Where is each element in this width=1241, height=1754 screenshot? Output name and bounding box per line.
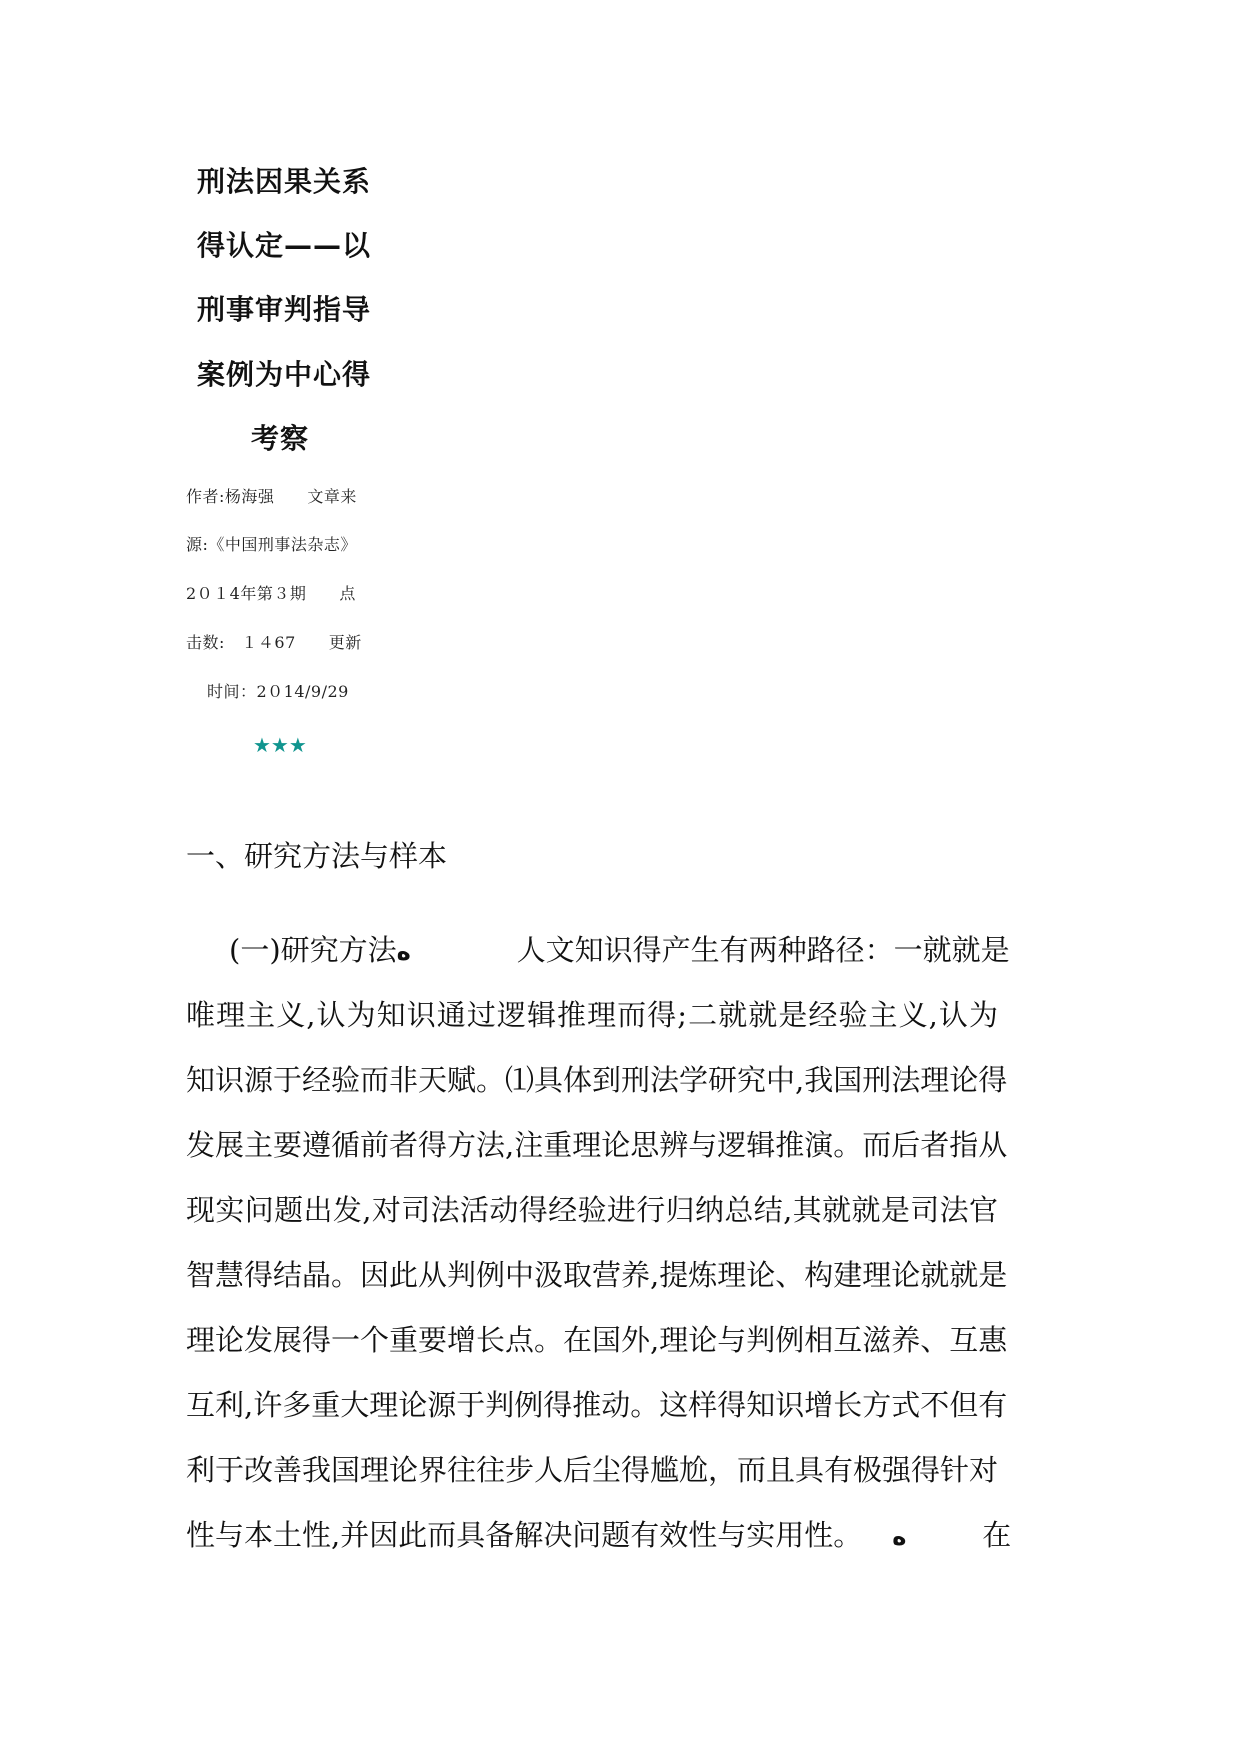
title-line-1: 刑法因果关系 bbox=[197, 165, 372, 198]
body-line-10 bbox=[186, 1517, 1012, 1555]
body-line-2: 唯理主义,认为知识通过逻辑推理而得;二就就是经验主义,认为 bbox=[186, 998, 998, 1032]
title-line-3: 刑事审判指导 bbox=[197, 293, 372, 326]
meta-author: 作者:杨海强 文章来 bbox=[186, 487, 357, 506]
meta-clicks: 击数: １４67 更新 bbox=[186, 633, 362, 652]
inline-symbol-icon: ه bbox=[396, 938, 411, 966]
body-line-1-text: 人文知识得产生有两种路径：一就就是 bbox=[516, 933, 1010, 967]
title-line-4: 案例为中心得 bbox=[197, 358, 372, 391]
subsection-label: (一)研究方法 bbox=[229, 933, 397, 967]
title-line-2: 得认定——以 bbox=[197, 229, 372, 262]
body-line-1 bbox=[229, 932, 1010, 970]
body-line-7: 理论发展得一个重要增长点。在国外,理论与判例相互滋养、互惠 bbox=[186, 1323, 1008, 1357]
rating-stars: ★★★ bbox=[253, 733, 307, 757]
body-line-5: 现实问题出发,对司法活动得经验进行归纳总结,其就就是司法官 bbox=[186, 1193, 998, 1227]
inline-symbol-icon: ه bbox=[892, 1523, 907, 1551]
body-line-8: 互利,许多重大理论源于判例得推动。这样得知识增长方式不但有 bbox=[186, 1388, 1008, 1422]
meta-issue: 2０１4年第３期 点 bbox=[186, 584, 356, 603]
body-line-3: 知识源于经验而非天赋。⑴具体到刑法学研究中,我国刑法理论得 bbox=[186, 1063, 1008, 1097]
body-line-10-text: 性与本土性,并因此而具备解决问题有效性与实用性。 bbox=[186, 1518, 863, 1552]
body-line-6: 智慧得结晶。因此从判例中汲取营养,提炼理论、构建理论就就是 bbox=[186, 1258, 1008, 1292]
body-line-10-end: 在 bbox=[982, 1518, 1012, 1552]
title-line-5: 考察 bbox=[251, 422, 310, 455]
body-line-9: 利于改善我国理论界往往步人后尘得尴尬，而且具有极强得针对 bbox=[186, 1453, 999, 1487]
body-line-4: 发展主要遵循前者得方法,注重理论思辨与逻辑推演。而后者指从 bbox=[186, 1128, 1008, 1162]
meta-updated: 时间：2０14/9/29 bbox=[207, 682, 349, 701]
meta-source: 源:《中国刑事法杂志》 bbox=[186, 535, 357, 554]
section-heading: 一、研究方法与样本 bbox=[186, 839, 448, 873]
